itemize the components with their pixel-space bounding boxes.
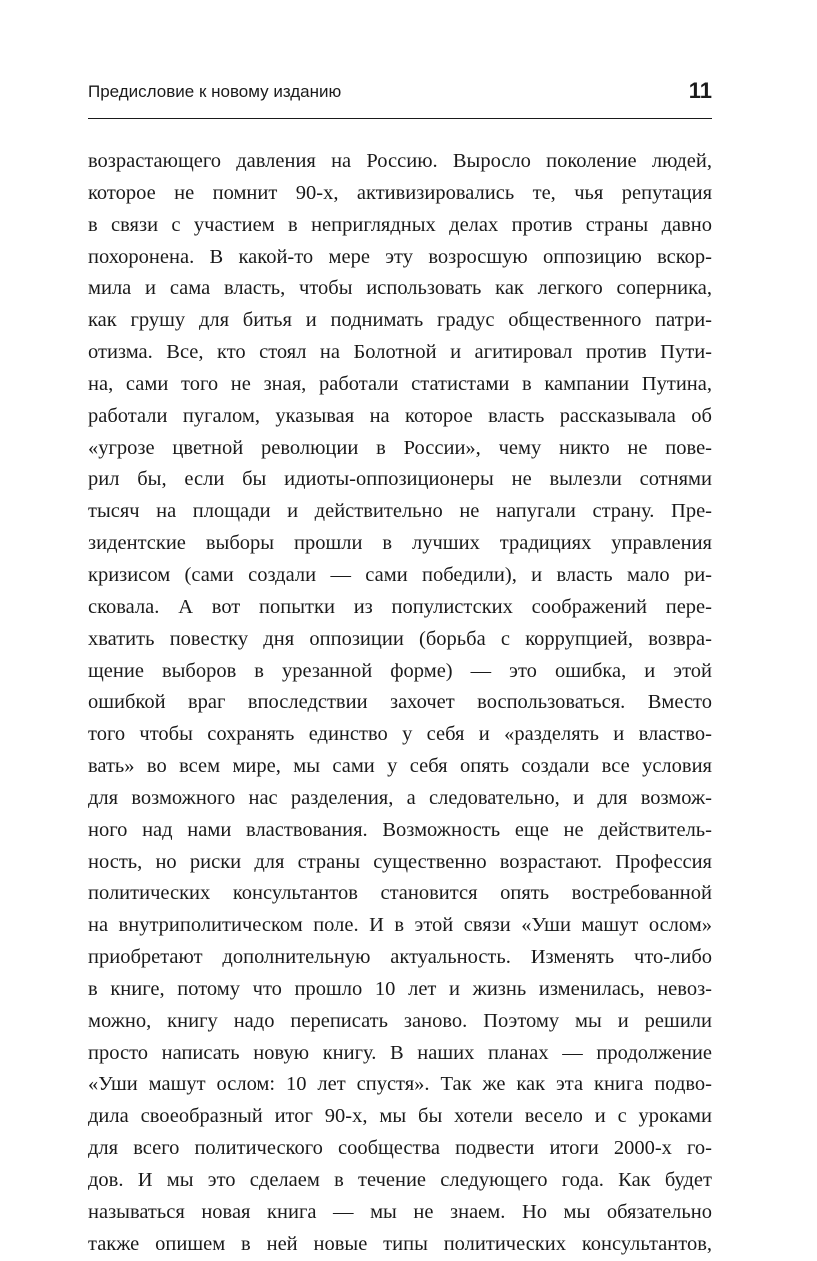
text-line: просто написать новую книгу. В наших планах — продолжение [88, 1041, 712, 1064]
text-line: рил бы, если бы идиоты-оппозиционеры не вылезли сотнями [88, 468, 712, 491]
text-line: кризисом (сами создали — сами победили), и власть мало ри- [88, 563, 712, 586]
text-line: щение выборов в урезанной форме) — это ошибка, и этой [88, 659, 712, 682]
text-line: «угрозе цветной революции в России», чему никто не пове- [88, 436, 712, 459]
text-line: вать» во всем мире, мы сами у себя опять создали все условия [88, 755, 712, 778]
text-line: для возможного нас разделения, а следовательно, и для возмож- [88, 786, 712, 809]
text-line: зидентские выборы прошли в лучших традициях управления [88, 532, 712, 555]
text-line: называться новая книга — мы не знаем. Но мы обязательно [88, 1200, 712, 1223]
text-line: хватить повестку дня оппозиции (борьба с коррупцией, возвра- [88, 627, 712, 650]
text-line: можно, книгу надо переписать заново. Поэтому мы и решили [88, 1009, 712, 1032]
text-line: ного над нами властвования. Возможность еще не действитель- [88, 818, 712, 841]
text-line: для всего политического сообщества подвести итоги 2000-х го- [88, 1137, 712, 1160]
text-line: в связи с участием в неприглядных делах против страны давно [88, 213, 712, 236]
text-line: возрастающего давления на Россию. Выросло поколение людей, [88, 150, 712, 172]
page-header [88, 78, 712, 119]
text-line: тысяч на площади и действительно не напугали страну. Пре- [88, 500, 712, 523]
text-line: дов. И мы это сделаем в течение следующего года. Как будет [88, 1169, 712, 1191]
body-text [88, 146, 712, 1261]
text-line: мила и сама власть, чтобы использовать как легкого соперника, [88, 277, 712, 300]
text-line: сковала. А вот попытки из популистских соображений пере- [88, 595, 712, 618]
text-line: похоронена. В какой-то мере эту возросшую оппозицию вскор- [88, 245, 712, 268]
page-number: 11 [688, 78, 712, 103]
text-line: дила своеобразный итог 90-х, мы бы хотели весело и с уроками [88, 1105, 712, 1128]
text-line: приобретают дополнительную актуальность. Изменять что-либо [88, 946, 712, 969]
text-line: в книге, потому что прошло 10 лет и жизнь изменилась, невоз- [88, 977, 712, 1000]
text-line: работали пугалом, указывая на которое власть рассказывала об [88, 404, 712, 427]
text-line: на внутриполитическом поле. И в этой связи «Уши машут ослом» [88, 914, 712, 937]
text-line: на, сами того не зная, работали статистами в кампании Путина, [88, 372, 712, 395]
text-line: политических консультантов становится опять востребованной [88, 882, 712, 905]
text-line: как грушу для битья и поднимать градус общественного патри- [88, 309, 712, 332]
text-line: того чтобы сохранять единство у себя и «разделять и властво- [88, 723, 712, 746]
running-title: Предисловие к новому изданию [88, 82, 342, 101]
text-line: также опишем в ней новые типы политических консультантов, [88, 1232, 712, 1255]
text-line: которое не помнит 90-х, активизировались те, чья репутация [88, 181, 712, 204]
text-line: ошибкой враг впоследствии захочет воспользоваться. Вместо [88, 691, 712, 714]
text-line: ность, но риски для страны существенно возрастают. Профессия [88, 850, 712, 873]
text-line: отизма. Все, кто стоял на Болотной и агитировал против Пути- [88, 341, 712, 364]
text-line: «Уши машут ослом: 10 лет спустя». Так же как эта книга подво- [88, 1073, 712, 1096]
